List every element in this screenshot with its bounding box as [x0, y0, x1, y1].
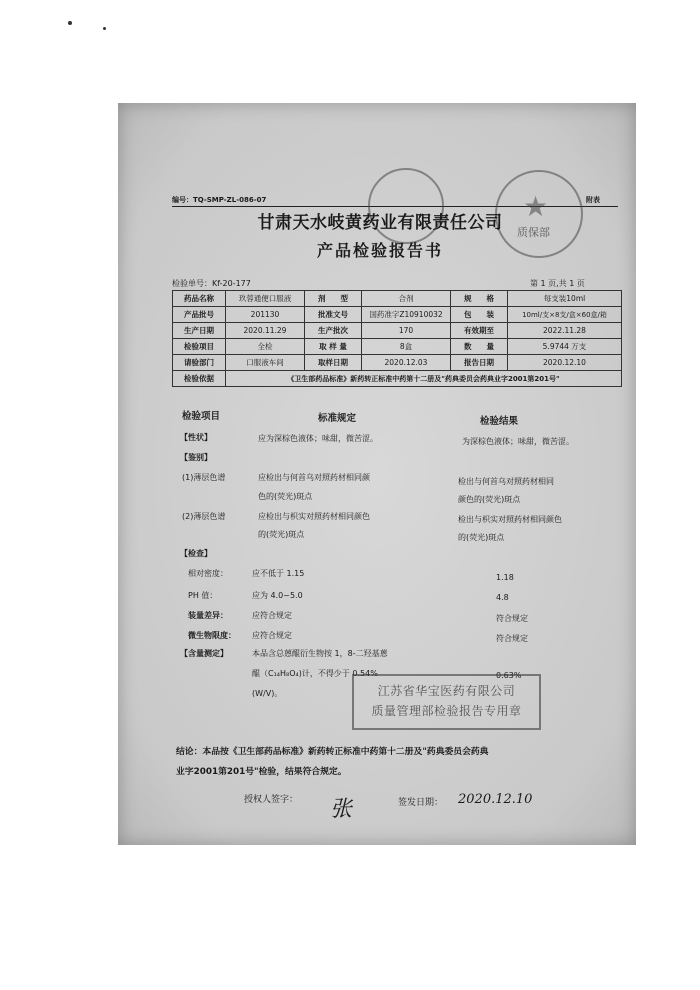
density-result: 1.18 [496, 573, 514, 582]
table-row [173, 307, 622, 323]
column-result-header: 检验结果 [480, 416, 519, 427]
issue-date-value: 2020.12.10 [458, 792, 533, 807]
report-number: 检验单号：Kf-20-177 [172, 279, 251, 288]
cell-label: 有效期至 [451, 323, 508, 339]
issue-date-label: 签发日期： [398, 798, 444, 808]
column-standard-header: 标准规定 [318, 413, 357, 424]
signer-signature: 张 [330, 797, 353, 822]
scan-speck [68, 21, 72, 25]
seal-company-text: 江苏省华宝医药有限公司 [377, 684, 516, 698]
cell-value: 10ml/支×8支/盒×60盒/箱 [508, 307, 622, 323]
cell-value: 5.9744 万支 [508, 339, 622, 355]
scan-speck [103, 27, 106, 30]
cell-label: 剂 型 [305, 291, 362, 307]
table-row [173, 339, 622, 355]
ph-label: PH 值： [188, 591, 218, 600]
tlc1-standard-cont: 色的(荧光)斑点 [258, 492, 313, 501]
assay-standard: 本品含总蒽醌衍生物按 1，8-二羟基蒽 [252, 649, 388, 658]
attachment-label: 附表 [586, 196, 600, 204]
cell-value: 《卫生部药品标准》新药转正标准中药第十二册及"药典委员会药典业字2001第201号" [226, 371, 622, 387]
table-row [173, 371, 622, 387]
cell-value: 8盒 [362, 339, 451, 355]
assay-label: 【含量测定】 [180, 649, 228, 658]
assay-result: 0.63% [496, 671, 522, 680]
table-row [173, 355, 622, 371]
cell-label: 检验依据 [173, 371, 226, 387]
tlc1-result: 检出与何首乌对照药材相同 [458, 477, 554, 486]
seal-department-text: 质量管理部检验报告专用章 [371, 704, 522, 718]
product-info-table [172, 290, 622, 387]
microbe-standard: 应符合规定 [252, 631, 292, 640]
cell-label: 产品批号 [173, 307, 226, 323]
cell-value: 170 [362, 323, 451, 339]
microbe-result: 符合规定 [496, 634, 528, 643]
cell-label: 检验项目 [173, 339, 226, 355]
cell-value: 全检 [226, 339, 305, 355]
document-code: 编号：TQ-SMP-ZL-086-07 [172, 196, 267, 204]
cell-label: 数 量 [451, 339, 508, 355]
assay-standard-end: (W/V)。 [252, 689, 283, 698]
cell-label: 请验部门 [173, 355, 226, 371]
cell-value: 每支装10ml [508, 291, 622, 307]
cell-label: 药品名称 [173, 291, 226, 307]
inspection-label: 【检查】 [180, 549, 212, 558]
tlc2-label: (2)薄层色谱 [182, 512, 226, 521]
cell-value: 2020.12.10 [508, 355, 622, 371]
cell-value: 2020.11.29 [226, 323, 305, 339]
qa-seal-text: 质保部 [517, 226, 550, 239]
ph-result: 4.8 [496, 593, 509, 602]
ph-standard: 应为 4.0~5.0 [252, 591, 303, 600]
cell-value: 口服液车间 [226, 355, 305, 371]
microbe-label: 微生物限度： [188, 631, 236, 640]
density-label: 相对密度： [188, 569, 228, 578]
column-item-header: 检验项目 [182, 411, 221, 422]
assay-standard-cont: 醌（C₁₄H₈O₄)计，不得少于 0.54% [252, 669, 378, 678]
cell-label: 报告日期 [451, 355, 508, 371]
filling-standard: 应符合规定 [252, 611, 292, 620]
appearance-standard: 应为深棕色液体；味甜，微苦涩。 [258, 434, 378, 443]
cell-label: 生产批次 [305, 323, 362, 339]
tlc2-standard-cont: 的(荧光)斑点 [258, 530, 305, 539]
cell-label: 取 样 量 [305, 339, 362, 355]
cell-value: 2020.12.03 [362, 355, 451, 371]
page-number: 第 1 页,共 1 页 [530, 279, 585, 288]
tlc2-standard: 应检出与枳实对照药材相同颜色 [258, 512, 370, 521]
table-row [173, 323, 622, 339]
cell-label: 规 格 [451, 291, 508, 307]
report-title: 产品检验报告书 [316, 241, 443, 260]
qa-seal-star-icon: ★ [523, 190, 549, 223]
filling-result: 符合规定 [496, 614, 528, 623]
appearance-result: 为深棕色液体；味甜，微苦涩。 [462, 437, 574, 446]
appearance-label: 【性状】 [180, 433, 212, 442]
cell-value: 201130 [226, 307, 305, 323]
tlc1-label: (1)薄层色谱 [182, 473, 226, 482]
cell-value: 玖蓉通便口服液 [226, 291, 305, 307]
quality-report-seal [352, 674, 541, 730]
cell-value: 合剂 [362, 291, 451, 307]
tlc2-result: 检出与枳实对照药材相同颜色 [458, 515, 562, 524]
density-standard: 应不低于 1.15 [252, 569, 305, 578]
table-row [173, 291, 622, 307]
conclusion-line-2: 业字2001第201号"检验，结果符合规定。 [176, 767, 347, 777]
company-name: 甘肃天水岐黄药业有限责任公司 [257, 213, 503, 233]
cell-label: 取样日期 [305, 355, 362, 371]
identification-label: 【鉴别】 [180, 453, 212, 462]
cell-value: 2022.11.28 [508, 323, 622, 339]
cell-label: 批准文号 [305, 307, 362, 323]
cell-label: 包 装 [451, 307, 508, 323]
authorized-signer-label: 授权人签字： [244, 795, 299, 805]
tlc2-result-cont: 的(荧光)斑点 [458, 533, 505, 542]
conclusion-line-1: 结论：本品按《卫生部药品标准》新药转正标准中药第十二册及"药典委员会药典 [176, 747, 489, 757]
filling-label: 装量差异： [188, 611, 228, 620]
cell-value: 国药准字Z10910032 [362, 307, 451, 323]
tlc1-result-cont: 颜色的(荧光)斑点 [458, 495, 521, 504]
cell-label: 生产日期 [173, 323, 226, 339]
tlc1-standard: 应检出与何首乌对照药材相同颜 [258, 473, 370, 482]
